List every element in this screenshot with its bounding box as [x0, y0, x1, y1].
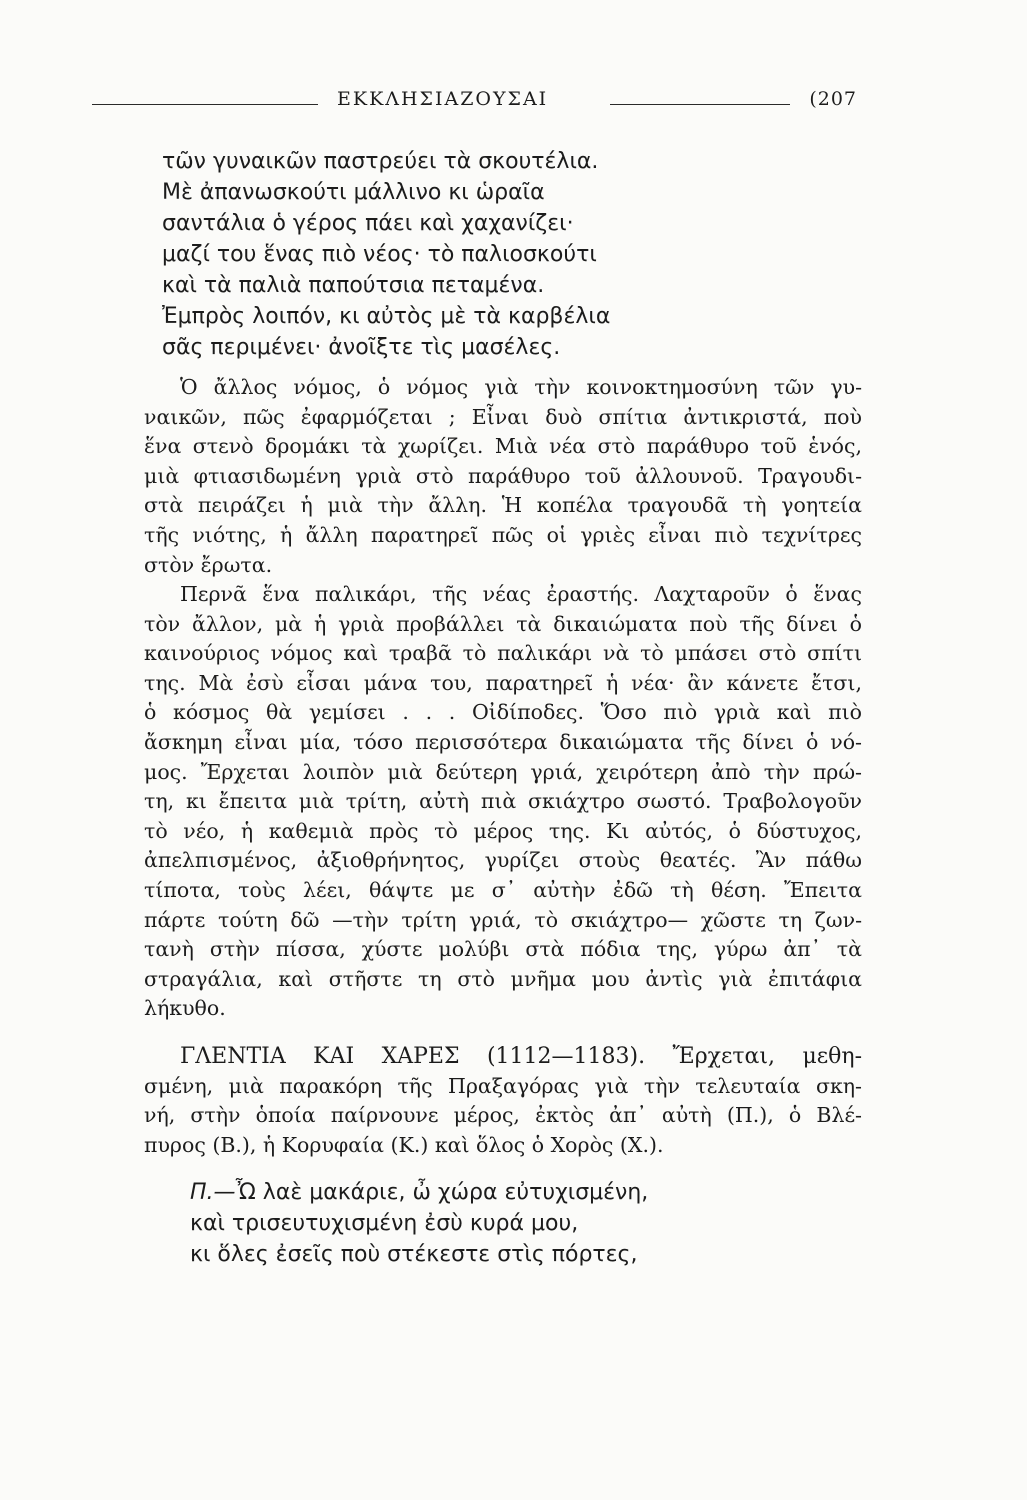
paragraph-line: πάρτε τούτη δῶ —τὴν τρίτη γριά, τὸ σκιάχτρο— χῶστε τη ζων- [144, 907, 862, 932]
paragraph-line: νή, στὴν ὁποία παίρνουνε μέρος, ἐκτὸς ἀπ᾽ αὐτὴ (Π.), ὁ Βλέ- [144, 1103, 862, 1128]
verse-block-2 [190, 1177, 648, 1270]
paragraph-line: τανὴ στὴν πίσσα, χύστε μολύβι στὰ πόδια της, γύρω ἀπ᾽ τὰ [144, 937, 862, 962]
paragraph-line: ναικῶν, πῶς ἐφαρμόζεται ; Εἶναι δυὸ σπίτια ἀντικριστά, ποὺ [144, 404, 862, 429]
header-rule-left [92, 104, 318, 105]
running-header [92, 86, 857, 116]
header-rule-right [610, 104, 790, 105]
paragraph-3 [144, 1042, 862, 1160]
verse-block-1 [162, 146, 610, 363]
verse-line: κι ὅλες ἐσεῖς ποὺ στέκεστε στὶς πόρτες, [190, 1242, 638, 1267]
paragraph-line: τὸν ἄλλον, μὰ ἡ γριὰ προβάλλει τὰ δικαιώματα ποὺ τῆς δίνει ὁ [144, 611, 862, 636]
page-number: (207 [809, 88, 857, 110]
speaker-label: Π.— [190, 1180, 236, 1205]
verse-line: τῶν γυναικῶν παστρεύει τὰ σκουτέλια. [162, 149, 599, 174]
paragraph-line: στραγάλια, καὶ στῆστε τη στὸ μνῆμα μου ἀντὶς γιὰ ἐπιτάφια [144, 966, 862, 991]
verse-line: μαζί του ἕνας πιὸ νέος· τὸ παλιοσκούτι [162, 242, 597, 267]
paragraph-line: τη, κι ἔπειτα μιὰ τρίτη, αὐτὴ πιὰ σκιάχτρο σωστό. Τραβολογοῦν [144, 789, 862, 814]
verse-line [190, 1177, 648, 1208]
verse-line: Ἐμπρὸς λοιπόν, κι αὐτὸς μὲ τὰ καρβέλια [162, 304, 611, 329]
running-title: ΕΚΚΛΗΣΙΑΖΟΥΣΑΙ [337, 88, 549, 110]
paragraph-line: Ὁ ἄλλος νόμος, ὁ νόμος γιὰ τὴν κοινοκτημοσύνη τῶν γυ- [180, 375, 862, 399]
paragraph-line: ὁ κόσμος θὰ γεμίσει . . . Οἰδίποδες. Ὅσο πιὸ γριὰ καὶ πιὸ [144, 700, 862, 725]
paragraph-line: τίποτα, τοὺς λέει, θάψτε με σ᾽ αὐτὴν ἐδῶ τὴ θέση. Ἔπειτα [144, 877, 862, 902]
verse-line: σᾶς περιμένει· ἀνοῖξτε τὶς μασέλες. [162, 335, 561, 360]
paragraph-line: της. Μὰ ἐσὺ εἶσαι μάνα του, παρατηρεῖ ἡ νέα· ἂν κάνετε ἔτσι, [144, 670, 862, 695]
paragraph-line: τὸ νέο, ἡ καθεμιὰ πρὸς τὸ μέρος της. Κι αὐτός, ὁ δύστυχος, [144, 818, 862, 843]
paragraph-line: στὸν ἔρωτα. [144, 552, 273, 577]
verse-line: καὶ τὰ παλιὰ παπούτσια πεταμένα. [162, 273, 545, 298]
paragraph-1 [144, 373, 862, 580]
verse-line: σαντάλια ὁ γέρος πάει καὶ χαχανίζει· [162, 211, 574, 236]
paragraph-line: σμένη, μιὰ παρακόρη τῆς Πραξαγόρας γιὰ τὴν τελευταία σκη- [144, 1073, 862, 1098]
paragraph-line: καινούριος νόμος καὶ τραβᾶ τὸ παλικάρι νὰ τὸ μπάσει στὸ σπίτι [144, 641, 862, 666]
section-heading-line: ΓΛΕΝΤΙΑ ΚΑΙ ΧΑΡΕΣ (1112—1183). Ἔρχεται, μεθη- [180, 1044, 862, 1069]
paragraph-line: ἄσκημη εἶναι μία, τόσο περισσότερα δικαιώματα τῆς δίνει ὁ νό- [144, 729, 862, 754]
paragraph-2 [144, 580, 862, 1024]
paragraph-line: τῆς νιότης, ἡ ἄλλη παρατηρεῖ πῶς οἱ γριὲς εἶναι πιὸ τεχνίτρες [144, 522, 862, 547]
paragraph-line: λήκυθο. [144, 996, 226, 1021]
verse-line: Μὲ ἀπανωσκούτι μάλλινο κι ὡραῖα [162, 180, 545, 205]
paragraph-line: ἕνα στενὸ δρομάκι τὰ χωρίζει. Μιὰ νέα στὸ παράθυρο τοῦ ἑνός, [144, 434, 862, 459]
paragraph-line: Περνᾶ ἕνα παλικάρι, τῆς νέας ἐραστής. Λαχταροῦν ὁ ἕνας [180, 582, 862, 606]
paragraph-line: στὰ πειράζει ἡ μιὰ τὴν ἄλλη. Ἡ κοπέλα τραγουδᾶ τὴ γοητεία [144, 493, 862, 518]
paragraph-line: πυρος (Β.), ἡ Κορυφαία (Κ.) καὶ ὅλος ὁ Χορὸς (Χ.). [144, 1132, 664, 1157]
paragraph-line: μος. Ἔρχεται λοιπὸν μιὰ δεύτερη γριά, χειρότερη ἀπὸ τὴν πρώ- [144, 759, 862, 784]
verse-line-text: Ὦ λαὲ μακάριε, ὦ χώρα εὐτυχισμένη, [235, 1180, 649, 1205]
paragraph-line: μιὰ φτιασιδωμένη γριὰ στὸ παράθυρο τοῦ ἀλλουνοῦ. Τραγουδι- [144, 463, 862, 488]
paragraph-line: ἀπελπισμένος, ἀξιοθρήνητος, γυρίζει στοὺς θεατές. Ἂν πάθω [144, 848, 862, 873]
verse-line: καὶ τρισευτυχισμένη ἐσὺ κυρά μου, [190, 1211, 579, 1236]
